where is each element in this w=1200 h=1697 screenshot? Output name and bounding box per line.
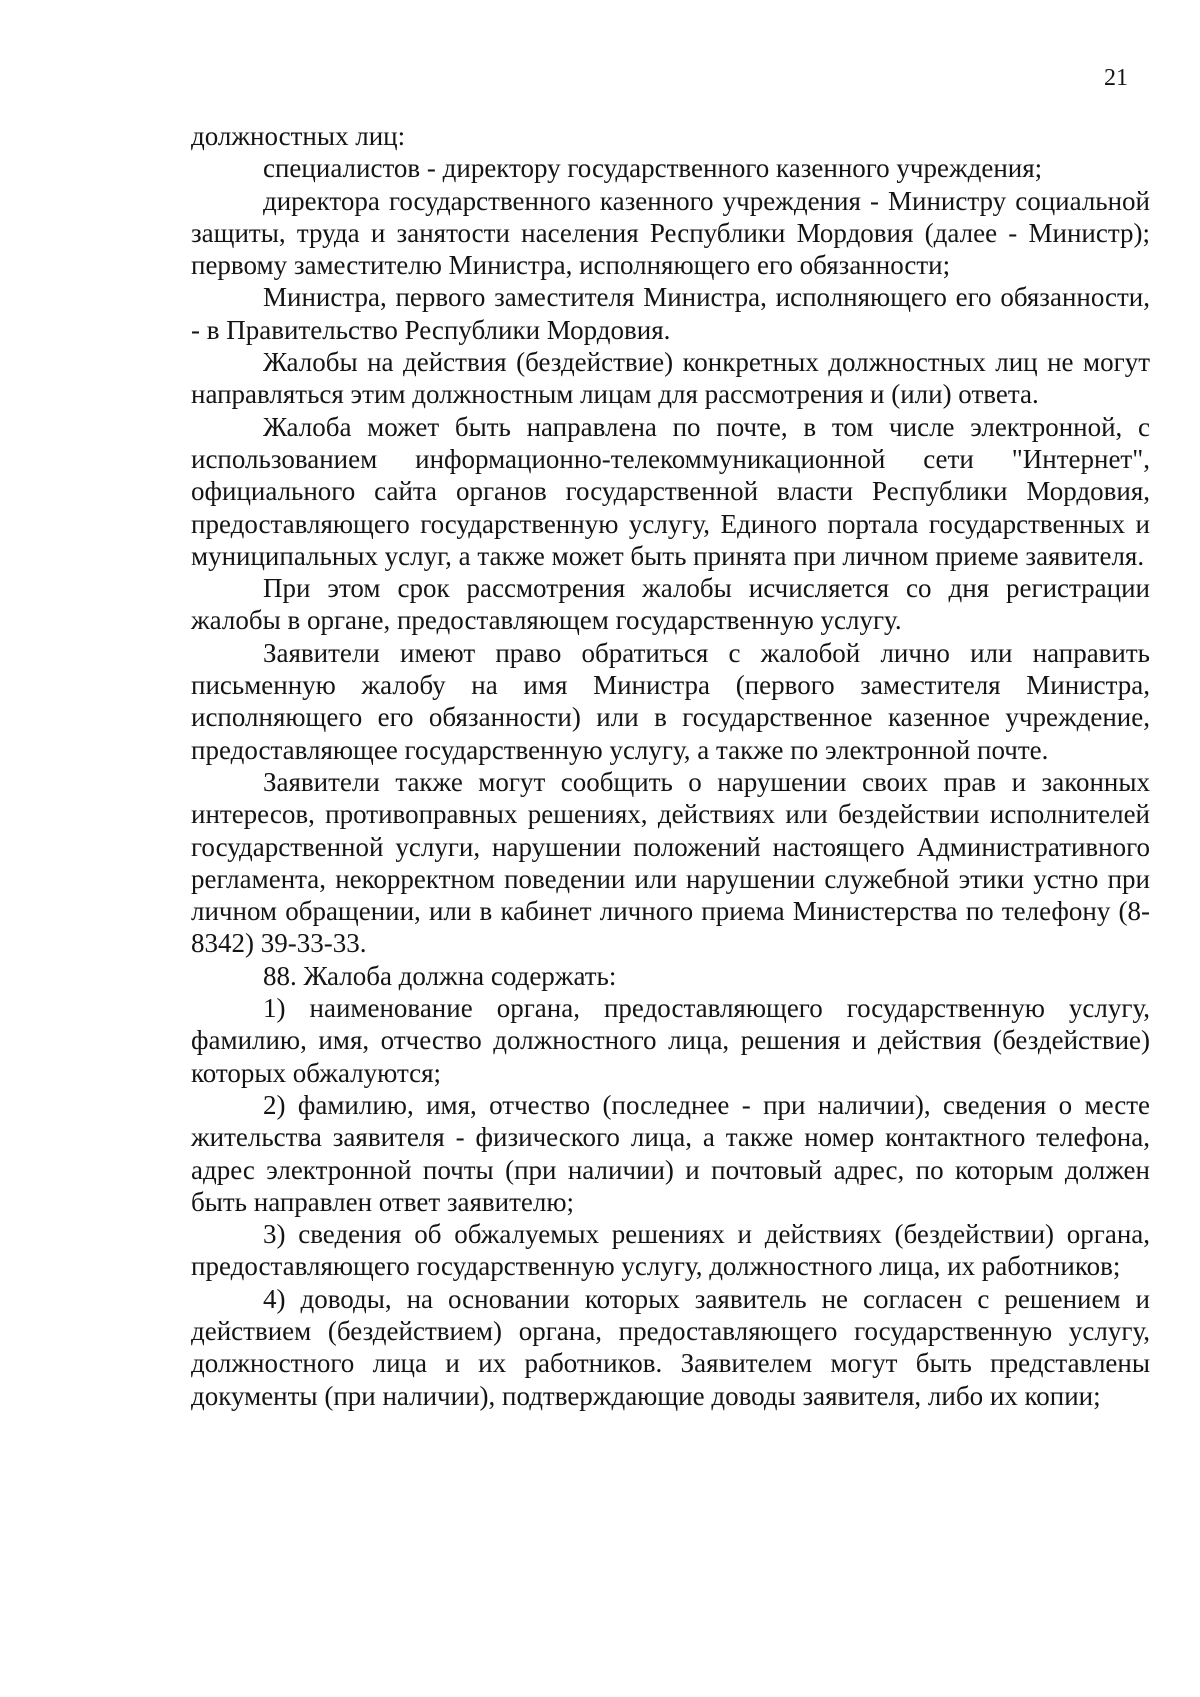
list-item-1: 1) наименование органа, предоставляющего государственную услугу, фамилию, имя, отчество должностного лица, решения и действия (бездействие) которых обжалуются; (191, 993, 1150, 1088)
paragraph-minister: Министра, первого заместителя Министра, исполняющего его обязанности, - в Правительство Республики Мордовия. (191, 282, 1150, 345)
list-item-3: 3) сведения об обжалуемых решениях и действиях (бездействии) органа, предоставляющего государственную услугу, должностного лица, их работников; (191, 1219, 1150, 1282)
paragraph-submission-channels: Жалоба может быть направлена по почте, в том числе электронной, с использованием информационно-телекоммуникационной сети "Интернет", официального сайта органов государственной власти Республики Мордовия, предоставляющего государственную услугу, Единого портала государственных и муниципальных услуг, а также может быть принята при личном приеме заявителя. (191, 411, 1150, 571)
paragraph-item-88: 88. Жалоба должна содержать: (263, 960, 617, 991)
paragraph-director: директора государственного казенного учреждения - Министру социальной защиты, труда и занятости населения Республики Мордовия (далее - Министр); первому заместителю Министра, исполняющего его обязанности; (191, 185, 1150, 281)
paragraph-complaints-restriction: Жалобы на действия (бездействие) конкретных должностных лиц не могут направляться этим должностным лицам для рассмотрения и (или) ответа. (191, 347, 1150, 410)
paragraph-officials-intro: должностных лиц: (191, 121, 406, 151)
page-number: 21 (1104, 65, 1128, 91)
list-item-2: 2) фамилию, имя, отчество (последнее - при наличии), сведения о месте жительства заявителя - физического лица, а также номер контактного телефона, адрес электронной почты (при наличии) и почтовый адрес, по которым должен быть направлен ответ заявителю; (191, 1089, 1150, 1217)
paragraph-oral-report: Заявители также могут сообщить о нарушении своих прав и законных интересов, противоправных решениях, действиях или бездействии исполнителей государственной услуги, нарушении положений настоящего Административного регламента, некорректном поведении или нарушении служебной этики устно при личном обращении, или в кабинет личного приема Министерства по телефону (8-8342) 39-33-33. (191, 766, 1150, 959)
paragraph-specialists: специалистов - директору государственного казенного учреждения; (263, 153, 1043, 184)
document-body (191, 120, 1150, 1412)
paragraph-applicant-rights: Заявители имеют право обратиться с жалобой лично или направить письменную жалобу на имя Министра (первого заместителя Министра, исполняющего его обязанности) или в государственное казенное учреждение, предоставляющее государственную услугу, а также по электронной почте. (191, 637, 1150, 765)
list-item-4: 4) доводы, на основании которых заявитель не согласен с решением и действием (бездействием) органа, предоставляющего государственную услугу, должностного лица и их работников. Заявителем могут быть представлены документы (при наличии), подтверждающие доводы заявителя, либо их копии; (191, 1283, 1150, 1411)
paragraph-review-period: При этом срок рассмотрения жалобы исчисляется со дня регистрации жалобы в органе, предоставляющем государственную услугу. (191, 573, 1150, 636)
